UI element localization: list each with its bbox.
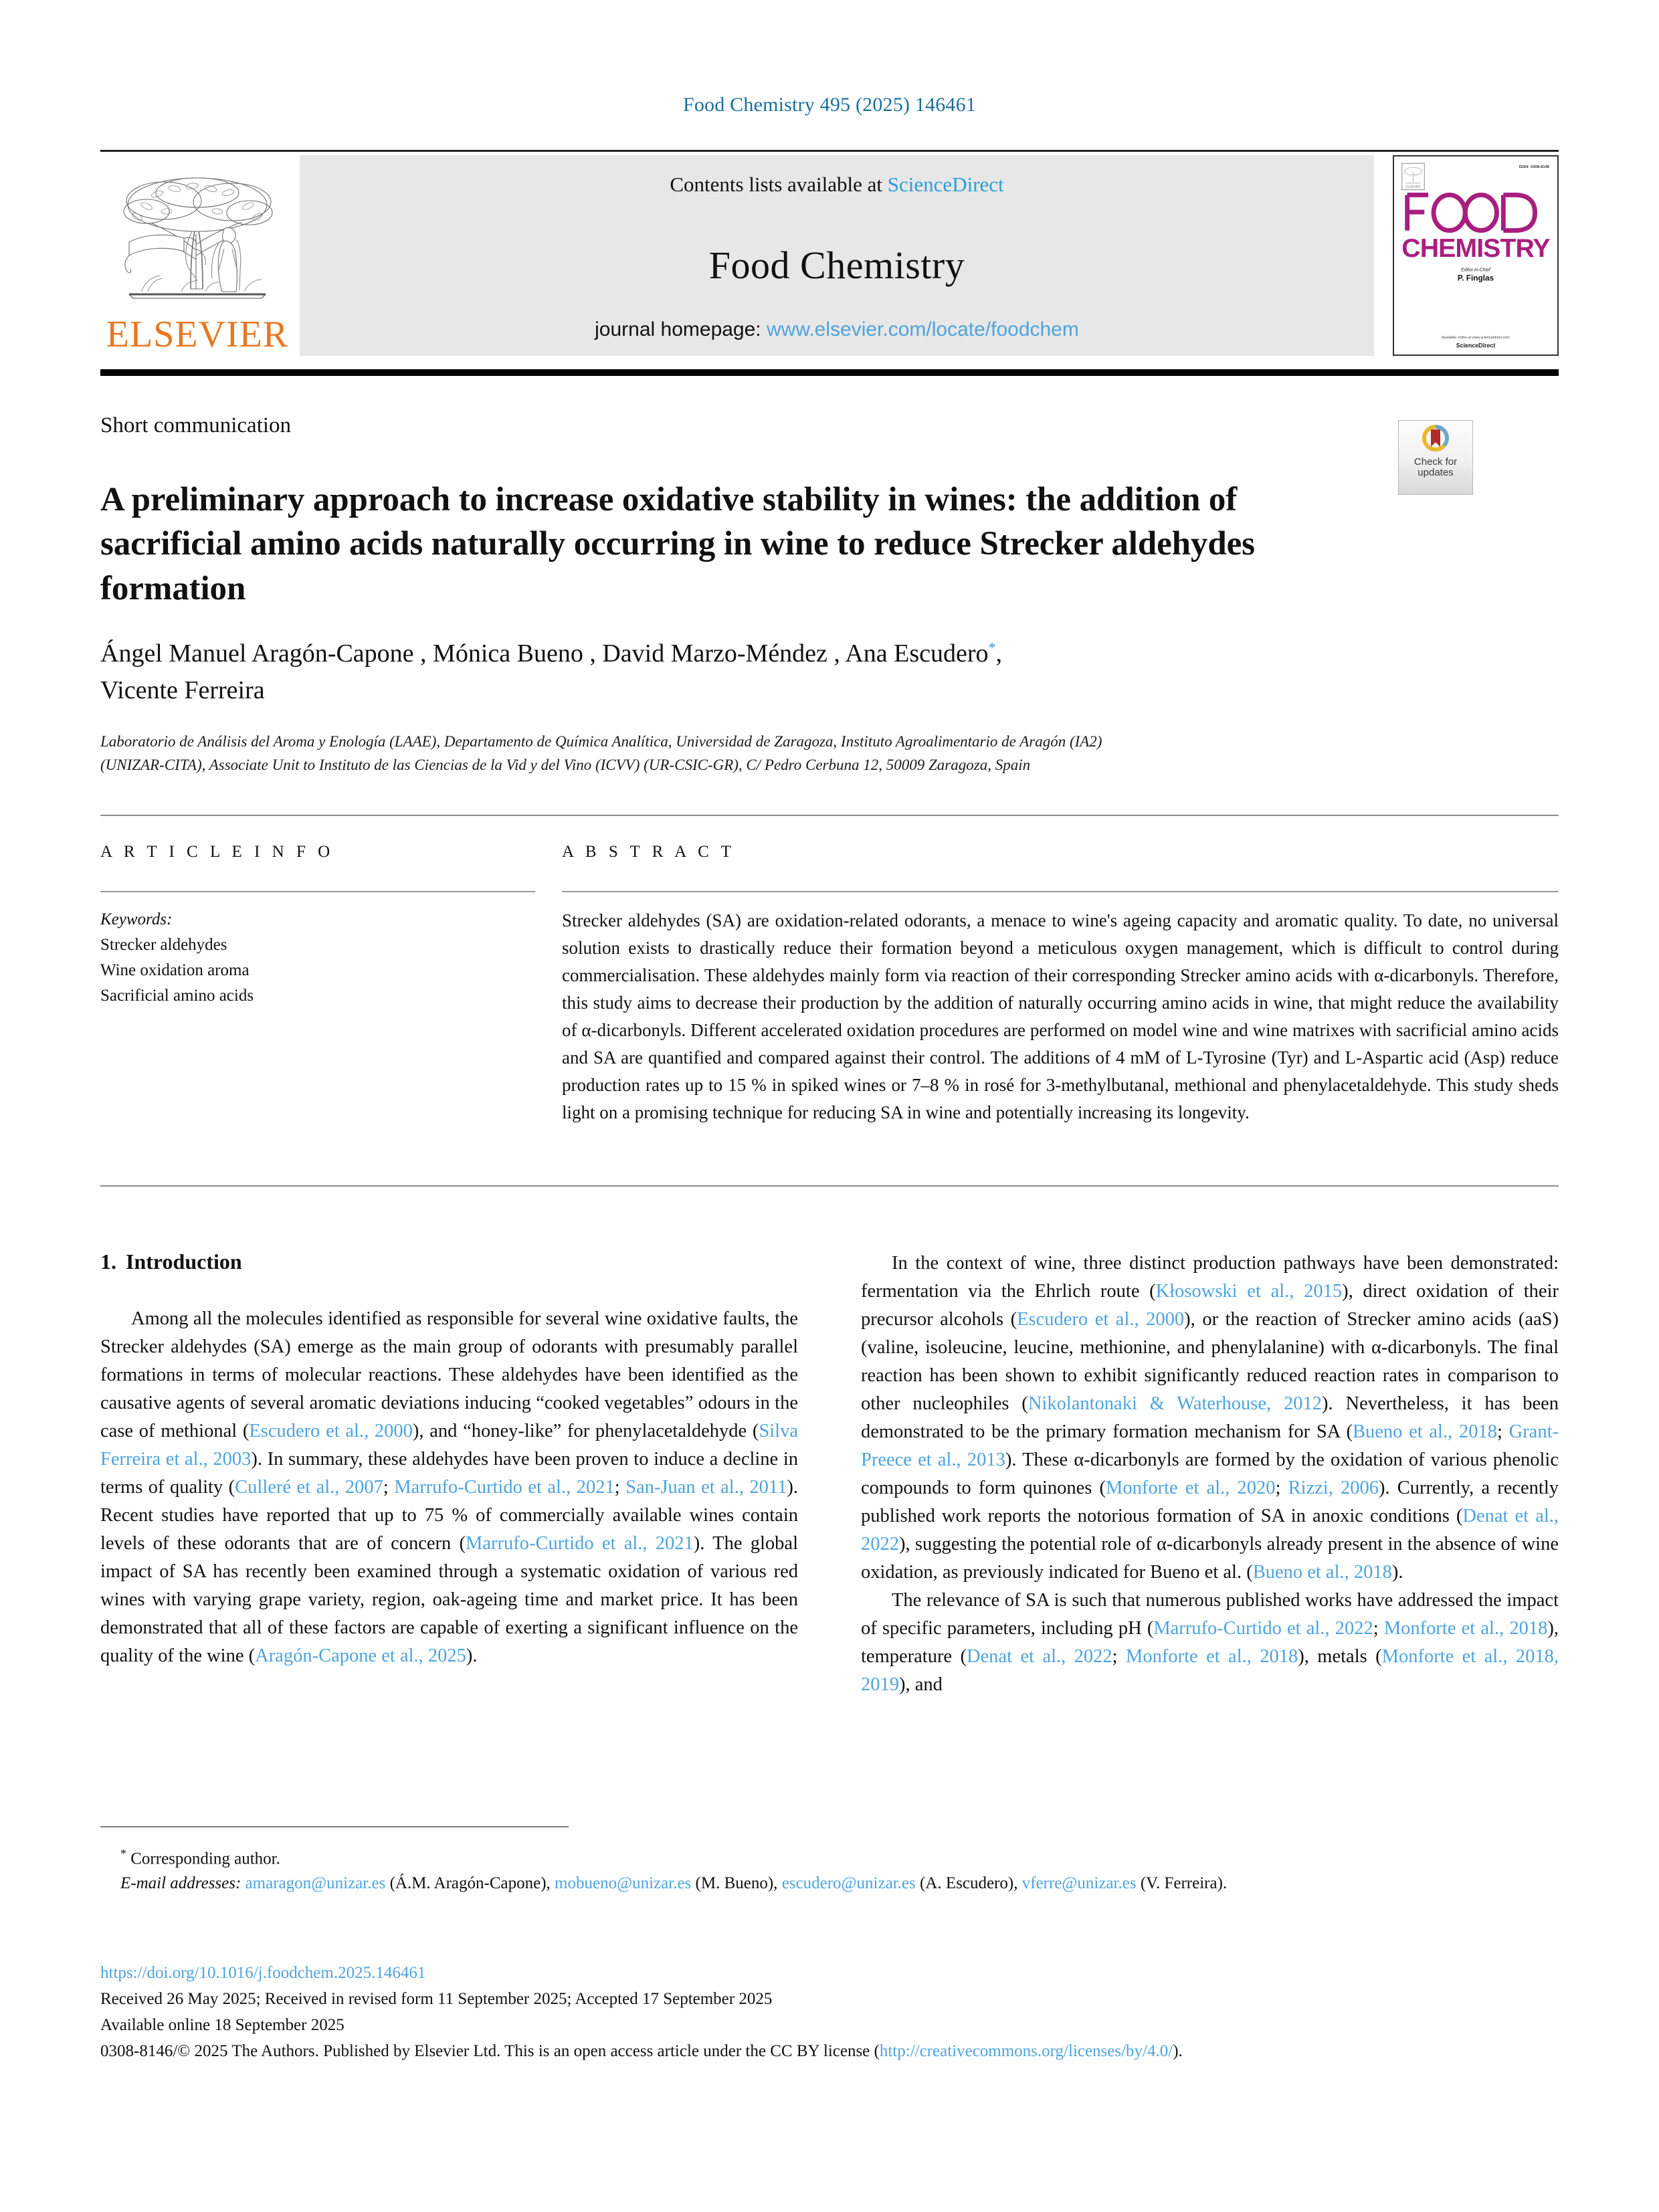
affiliation-line-2: (UNIZAR-CITA), Associate Unit to Instituto de las Ciencias de la Vid y del Vino (ICVV) (UR-CSIC-GR), C/ Pedro Cerbuna 12, 50009 Zaragoza, Spain	[100, 756, 1031, 773]
author-list	[100, 635, 1472, 708]
copyright-prefix: 0308-8146/© 2025 The Authors. Published by Elsevier Ltd. This is an open access article under the CC BY license (	[100, 2042, 880, 2060]
elsevier-logo	[100, 155, 294, 356]
corresponding-author-note	[100, 1845, 1559, 1871]
article-type: Short communication	[100, 413, 292, 437]
article-info-heading: A R T I C L E I N F O	[100, 843, 334, 861]
article-info-underline	[100, 891, 535, 892]
svg-text:P. Finglas: P. Finglas	[1457, 273, 1494, 283]
cc-license-link[interactable]: http://creativecommons.org/licenses/by/4.0/	[879, 2042, 1173, 2060]
keyword-item: Strecker aldehydes	[100, 936, 227, 954]
email-addresses-note	[100, 1871, 1559, 1896]
corresponding-author-text: Corresponding author.	[130, 1849, 280, 1868]
paragraph-text: ;	[383, 1477, 395, 1498]
citation-link[interactable]: Grant-Preece et al., 2013	[861, 1421, 1559, 1471]
body-paragraph	[100, 1305, 798, 1670]
paragraph-text: ). Nevertheless, it has been demonstrated to be the primary formation mechanism for SA (	[861, 1393, 1559, 1443]
abstract-underline	[562, 891, 1559, 892]
paragraph-text: ;	[614, 1477, 626, 1498]
affiliation	[100, 730, 1472, 777]
email-owner: (A. Escudero),	[915, 1874, 1018, 1893]
paragraph-text: ). These α-dicarbonyls are formed by the oxidation of various phenolic compounds to form quinones (	[861, 1449, 1559, 1499]
citation-link[interactable]: Escudero et al., 2000	[249, 1421, 413, 1442]
body-paragraph	[861, 1249, 1559, 1587]
journal-cover-thumbnail	[1393, 155, 1559, 356]
citation-link[interactable]: Monforte et al., 2018	[1383, 1618, 1548, 1639]
intro-right-paragraphs	[861, 1249, 1559, 1700]
received-dates: Received 26 May 2025; Received in revised form 11 September 2025; Accepted 17 September 2025	[100, 1990, 773, 2008]
authors-line-2: Vicente Ferreira	[100, 676, 265, 704]
svg-text:ScienceDirect: ScienceDirect	[1456, 342, 1496, 349]
authors-line-1-tail: ,	[995, 639, 1003, 668]
publication-info	[100, 1960, 1559, 2064]
corresponding-author-marker[interactable]: *	[988, 639, 996, 656]
homepage-prefix: journal homepage:	[595, 318, 767, 340]
elsevier-wordmark: ELSEVIER	[106, 314, 289, 355]
svg-text:Editor-in-Chief: Editor-in-Chief	[1461, 268, 1490, 273]
svg-text:ELSEVIER: ELSEVIER	[1405, 185, 1421, 189]
paragraph-text: ). The global impact of SA has recently been examined through a systematic oxidation of various red wines with varying grape variety, region, oak-ageing time and market price. It has been demonstrated that all of these factors are capable of exerting a significant influence on the quality of the wine (	[100, 1533, 798, 1667]
check-for-updates-badge[interactable]	[1398, 420, 1473, 495]
crossmark-line2: updates	[1418, 466, 1454, 478]
citation-link[interactable]: Monforte et al., 2018, 2019	[861, 1646, 1559, 1696]
doi-line	[100, 1960, 1559, 1986]
footnote-rule	[100, 1826, 569, 1827]
journal-cover-art	[1394, 157, 1557, 355]
page-title: A preliminary approach to increase oxidative stability in wines: the addition of sacrificial amino acids naturally occurring in wine to reduce Strecker aldehydes formation	[100, 481, 1255, 607]
citation-link[interactable]: San-Juan et al., 2011	[625, 1477, 787, 1498]
body-columns	[100, 1249, 1559, 1700]
paragraph-text: ). Recent studies have reported that up to 75 % of commercially available wines contain levels of these odorants that are of concern (	[100, 1477, 798, 1554]
available-online: Available online 18 September 2025	[100, 2016, 345, 2034]
copyright-suffix: ).	[1173, 2042, 1183, 2060]
citation-link[interactable]: Monforte et al., 2020	[1106, 1478, 1276, 1499]
email-link[interactable]: vferre@unizar.es	[1021, 1874, 1137, 1893]
citation-link[interactable]: Aragón-Capone et al., 2025	[255, 1645, 466, 1667]
citation-link[interactable]: Kłosowski et al., 2015	[1155, 1281, 1343, 1302]
copyright-line	[100, 2038, 1559, 2064]
journal-title: Food Chemistry	[708, 243, 965, 287]
citation-link[interactable]: Bueno et al., 2018	[1252, 1562, 1392, 1583]
svg-text:Available online at www.scienc: Available online at www.sciencedirect.com	[1442, 335, 1510, 340]
email-label: E-mail addresses:	[120, 1874, 241, 1893]
email-link[interactable]: mobueno@unizar.es	[555, 1874, 692, 1893]
citation-link[interactable]: Denat et al., 2022	[967, 1646, 1112, 1668]
paragraph-text: ).	[1391, 1562, 1403, 1583]
footnote-star: *	[120, 1847, 126, 1860]
citation-link[interactable]: Culleré et al., 2007	[235, 1477, 383, 1498]
citation-link[interactable]: Marrufo-Curtido et al., 2021	[466, 1533, 694, 1554]
paragraph-text: Among all the molecules identified as responsible for several wine oxidative faults, the Strecker aldehydes (SA) emerge as the main group of odorants with presumably parallel formations in terms of molecular reactions. These aldehydes have been identified as the causative agents of several aromatic deviations inducing “cooked vegetables” odours in the case of methional (	[100, 1308, 798, 1442]
abstract-heading: A B S T R A C T	[562, 843, 735, 861]
paragraph-text: ), direct oxidation of their precursor alcohols (	[861, 1281, 1559, 1330]
citation-link[interactable]: Marrufo-Curtido et al., 2022	[1153, 1618, 1373, 1639]
paragraph-text: ), and	[899, 1674, 943, 1696]
citation-link[interactable]: Nikolantonaki & Waterhouse, 2012	[1028, 1393, 1323, 1415]
crossmark-icon	[1416, 424, 1455, 455]
masthead-top-rule	[100, 150, 1559, 152]
email-owner: (Á.M. Aragón-Capone),	[385, 1874, 551, 1893]
citation-link[interactable]: Escudero et al., 2000	[1017, 1309, 1185, 1330]
journal-masthead	[100, 155, 1559, 356]
citation-link[interactable]: Bueno et al., 2018	[1352, 1421, 1497, 1443]
section-title: Introduction	[126, 1249, 242, 1274]
email-address-list	[246, 1874, 1228, 1892]
crossmark-line1: Check for	[1413, 456, 1458, 468]
journal-homepage-line	[595, 318, 1079, 341]
citation-link[interactable]: Silva Ferreira et al., 2003	[100, 1421, 798, 1470]
doi-link[interactable]: https://doi.org/10.1016/j.foodchem.2025.146461	[100, 1964, 426, 1982]
cover-issn: ISSN: 0308-8146	[1519, 165, 1550, 170]
masthead-bottom-thick-rule	[100, 369, 1559, 376]
abstract-column	[562, 843, 1559, 1126]
email-owner: (M. Bueno),	[691, 1874, 778, 1893]
footnotes-block	[100, 1845, 1559, 1896]
paragraph-text: ;	[1373, 1618, 1384, 1639]
paragraph-text: The relevance of SA is such that numerous published works have addressed the impact of specific parameters, including pH (	[861, 1590, 1559, 1639]
intro-left-paragraphs	[100, 1305, 798, 1670]
paragraph-text: ), and “honey-like” for phenylacetaldehyde (	[412, 1421, 759, 1442]
info-band-bottom-rule	[100, 1185, 1559, 1187]
paragraph-text: ), metals (	[1298, 1646, 1382, 1668]
citation-link[interactable]: Denat et al., 2022	[861, 1506, 1559, 1555]
section-heading-introduction	[100, 1249, 798, 1274]
citation-link[interactable]: Rizzi, 2006	[1288, 1478, 1379, 1499]
keyword-item: Sacrificial amino acids	[100, 987, 254, 1005]
paragraph-text: ). In summary, these aldehydes have been proven to induce a decline in terms of quality (	[100, 1449, 798, 1498]
citation-link[interactable]: Monforte et al., 2018	[1126, 1646, 1298, 1668]
journal-homepage-link[interactable]: www.elsevier.com/locate/foodchem	[766, 318, 1079, 340]
paragraph-text: In the context of wine, three distinct production pathways have been demonstrated: fermentation via the Ehrlich route (	[861, 1253, 1559, 1302]
email-owner: (V. Ferreira).	[1136, 1874, 1228, 1893]
keyword-item: Wine oxidation aroma	[100, 961, 250, 979]
paragraph-text: ), or the reaction of Strecker amino acids (aaS) (valine, isoleucine, leucine, methionine, and phenylalanine) with α-dicarbonyls. The final reaction has been shown to exhibit significantly reduced reaction rates in comparison to other nucleophiles (	[861, 1309, 1559, 1415]
paragraph-text: ). Currently, a recently published work reports the notorious formation of SA in anoxic conditions (	[861, 1478, 1559, 1527]
paragraph-text: ;	[1275, 1478, 1288, 1499]
contents-prefix: Contents lists available at	[670, 173, 888, 196]
section-number: 1.	[100, 1249, 116, 1274]
keywords-label: Keywords:	[100, 910, 173, 928]
abstract-text: Strecker aldehydes (SA) are oxidation-related odorants, a menace to wine's ageing capacity and aromatic quality. To date, no universal solution exists to drastically reduce their formation beyond a meticulous oxygen management, which is difficult to control during commercialisation. These aldehydes mainly form via reaction of their corresponding Strecker amino acids with α-dicarbonyls. Therefore, this study aims to decrease their production by the addition of naturally occurring amino acids in wine, that might reduce the availability of α-dicarbonyls. Different accelerated oxidation procedures are performed on model wine and wine matrixes with sacrificial amino acids and SA are quantified and compared against their control. The additions of 4 mM of L-Tyrosine (Tyr) and L-Aspartic acid (Asp) reduce production rates up to 15 % in spiked wines or 7–8 % in rosé for 3-methylbutanal, methional and phenylacetaldehyde. This study sheds light on a promising technique for reducing SA in wine and potentially increasing its longevity.	[562, 910, 1559, 1123]
paragraph-text: ).	[466, 1645, 478, 1667]
body-paragraph	[861, 1587, 1559, 1699]
article-info-column	[100, 843, 535, 1009]
crossmark-label	[1414, 457, 1457, 478]
paragraph-text: ), suggesting the potential role of α-dicarbonyls already present in the absence of wine oxidation, as previously indicated for Bueno et al. (	[861, 1534, 1559, 1583]
elsevier-tree-icon	[117, 170, 278, 314]
info-band-top-rule	[100, 815, 1559, 816]
masthead-center-panel	[300, 155, 1374, 356]
paragraph-text: ), temperature (	[861, 1618, 1559, 1668]
cover-brand-chemistry: CHEMISTRY	[1401, 233, 1550, 263]
email-link[interactable]: amaragon@unizar.es	[245, 1874, 386, 1893]
contents-lists-line	[670, 173, 1003, 197]
authors-line-1: Ángel Manuel Aragón-Capone , Mónica Bueno , David Marzo-Méndez , Ana Escudero	[100, 639, 989, 668]
body-column-right	[861, 1249, 1559, 1700]
body-column-left	[100, 1249, 798, 1700]
paragraph-text: ;	[1496, 1421, 1509, 1443]
citation-link[interactable]: Marrufo-Curtido et al., 2021	[394, 1477, 615, 1498]
running-head: Food Chemistry 495 (2025) 146461	[682, 94, 977, 116]
affiliation-line-1: Laboratorio de Análisis del Aroma y Enología (LAAE), Departamento de Química Analítica, Universidad de Zaragoza, Instituto Agroalimentario de Aragón (IA2)	[100, 733, 1102, 750]
sciencedirect-link[interactable]: ScienceDirect	[887, 173, 1004, 196]
paragraph-text: ;	[1112, 1646, 1127, 1668]
email-link[interactable]: escudero@unizar.es	[781, 1874, 916, 1893]
